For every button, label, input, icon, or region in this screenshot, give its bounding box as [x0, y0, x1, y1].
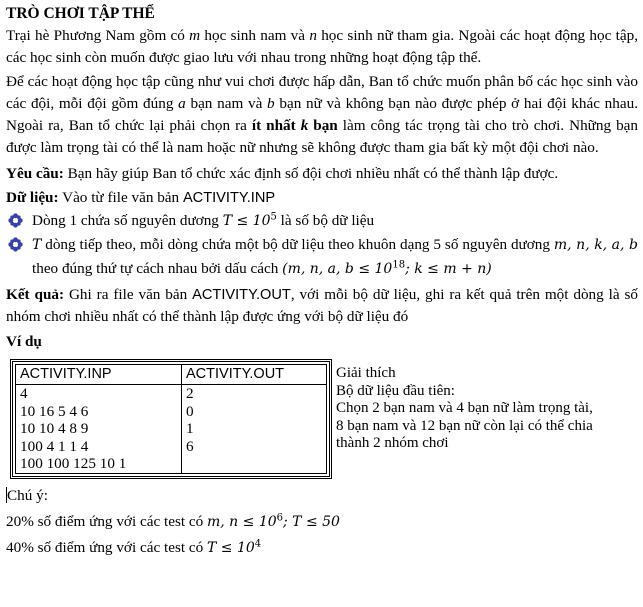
input-header: ACTIVITY.INP	[16, 365, 181, 385]
request-line	[6, 163, 638, 185]
math-cond: (m, n, a, b ≤ 10	[282, 261, 393, 277]
math-sup: 18	[392, 259, 406, 271]
explain-line: Giải thích	[336, 365, 396, 381]
note-line-2	[6, 537, 638, 559]
intro-text: Để các hoạt động học tập cũng như vui chơi được hấp dẫn, Ban tổ chức muốn phân bố các học sinh vào các đội, mỗi đội gồm đúng	[6, 73, 638, 112]
input-line-cell: 10 16 5 4 6	[20, 402, 89, 420]
problem-document	[6, 0, 638, 573]
input-label: Dữ liệu:	[6, 189, 59, 206]
input-line	[6, 187, 638, 209]
input-bullet-2	[6, 233, 638, 281]
output-header: ACTIVITY.OUT	[182, 365, 326, 385]
output-label: Kết quả:	[6, 286, 65, 303]
output-line-cell: 1	[186, 420, 194, 437]
intro-paragraph-2	[6, 71, 638, 159]
var-b: b	[267, 95, 275, 112]
math-T-limit: T ≤ 10	[222, 213, 271, 229]
input-filename: ACTIVITY.INP	[182, 190, 276, 206]
bullet-text: là số bộ dữ liệu	[276, 212, 375, 229]
output-line-cell: 0	[186, 402, 194, 420]
intro-text: bạn nữ và không bạn nào được phép ở hai đội khác nhau. Ngoài ra, Ban tổ chức lại phải chọn ra	[6, 95, 638, 134]
intro-text: bạn nam và	[185, 95, 268, 112]
math-vars: m, n, k, a, b	[553, 237, 638, 253]
bullet-text: theo đúng thứ tự cách nhau bởi dấu cách	[32, 260, 283, 277]
explain-line: thành 2 nhóm chơi	[336, 435, 449, 451]
math-mn-limit: m, n ≤ 10	[207, 514, 277, 530]
math-T-limit: T ≤ 10	[207, 540, 255, 556]
intro-text: học sinh nữ tham gia. Ngoài các hoạt động học tập, các học sinh còn muốn được giao lưu với nhau trong những hoạt động tập thể.	[6, 27, 638, 66]
request-label: Yêu cầu:	[6, 165, 64, 182]
bullet-text: dòng tiếp theo, mỗi dòng chứa một bộ dữ liệu theo khuôn dạng 5 số nguyên dương	[41, 236, 554, 253]
note-line-1	[6, 511, 638, 533]
var-m: m	[189, 27, 201, 44]
request-text: Bạn hãy giúp Ban tổ chức xác định số đội chơi nhiều nhất có thể thành lập được.	[63, 165, 559, 182]
math-sup: 5	[270, 211, 277, 223]
example-table	[10, 359, 332, 479]
flower-bullet-icon	[8, 237, 23, 252]
output-text: Ghi ra file văn bản	[64, 286, 193, 303]
bold-people: bạn	[308, 117, 338, 134]
explain-line: Chọn 2 bạn nam và 4 bạn nữ làm trọng tài,	[336, 400, 593, 416]
input-column	[16, 365, 182, 473]
output-filename: ACTIVITY.OUT	[192, 287, 291, 303]
problem-title: TRÒ CHƠI TẬP THỂ	[6, 5, 155, 22]
output-line-cell: 2	[186, 385, 194, 402]
input-line-cell: 100 100 125 10 1	[20, 455, 127, 472]
var-a: a	[178, 95, 186, 112]
explain-line: Bộ dữ liệu đầu tiên:	[336, 382, 455, 399]
output-line	[6, 284, 638, 328]
note-text: 20% số điểm ứng với các test có	[6, 513, 207, 530]
math-sup: 4	[254, 538, 262, 550]
output-text: , với mỗi bộ dữ liệu, ghi ra kết quả trên một dòng là số nhóm chơi nhiều nhất có thể thành lập được ứng với bộ dữ liệu đó	[6, 286, 639, 325]
input-line-cell: 100 4 1 1 4	[20, 437, 89, 455]
intro-text: Trại hè Phương Nam gồm có	[6, 27, 190, 44]
bold-at-least: ít nhất	[251, 117, 301, 134]
intro-text: học sinh nam và	[200, 27, 310, 44]
output-column	[182, 365, 326, 473]
input-bullet-1	[6, 209, 638, 233]
example-explanation	[336, 365, 636, 453]
output-line-cell: 6	[186, 437, 194, 455]
bullet-text: Dòng 1 chứa số nguyên dương	[32, 212, 223, 229]
var-T: T	[32, 237, 42, 253]
example-table-grid	[15, 364, 327, 474]
note-text: 40% số điểm ứng với các test có	[6, 539, 207, 556]
var-k: k	[300, 117, 309, 134]
example-section	[6, 357, 638, 497]
input-line-cell: 10 10 4 8 9	[20, 420, 89, 437]
explain-line: 8 bạn nam và 12 bạn nữ còn lại có thể chia	[336, 417, 593, 434]
note-label-line	[6, 485, 638, 507]
note-label: Chú ý:	[7, 487, 48, 504]
flower-bullet-icon	[8, 213, 23, 228]
input-line-cell: 4	[20, 385, 28, 402]
intro-text: làm công tác trọng tài cho trò chơi. Những bạn được làm trọng tài có thể là nam hoặc nữ nhưng sẽ không được tham gia bất kỳ một đội chơi nào.	[6, 117, 639, 156]
math-cond-2: ; k ≤ m + n)	[405, 261, 492, 277]
math-T-limit: ; T ≤ 50	[283, 514, 340, 530]
intro-paragraph-1	[6, 25, 638, 69]
var-n: n	[309, 27, 317, 44]
example-label: Ví dụ	[6, 333, 42, 350]
input-text: Vào từ file văn bản	[58, 189, 183, 206]
math-sup: 6	[276, 512, 284, 524]
